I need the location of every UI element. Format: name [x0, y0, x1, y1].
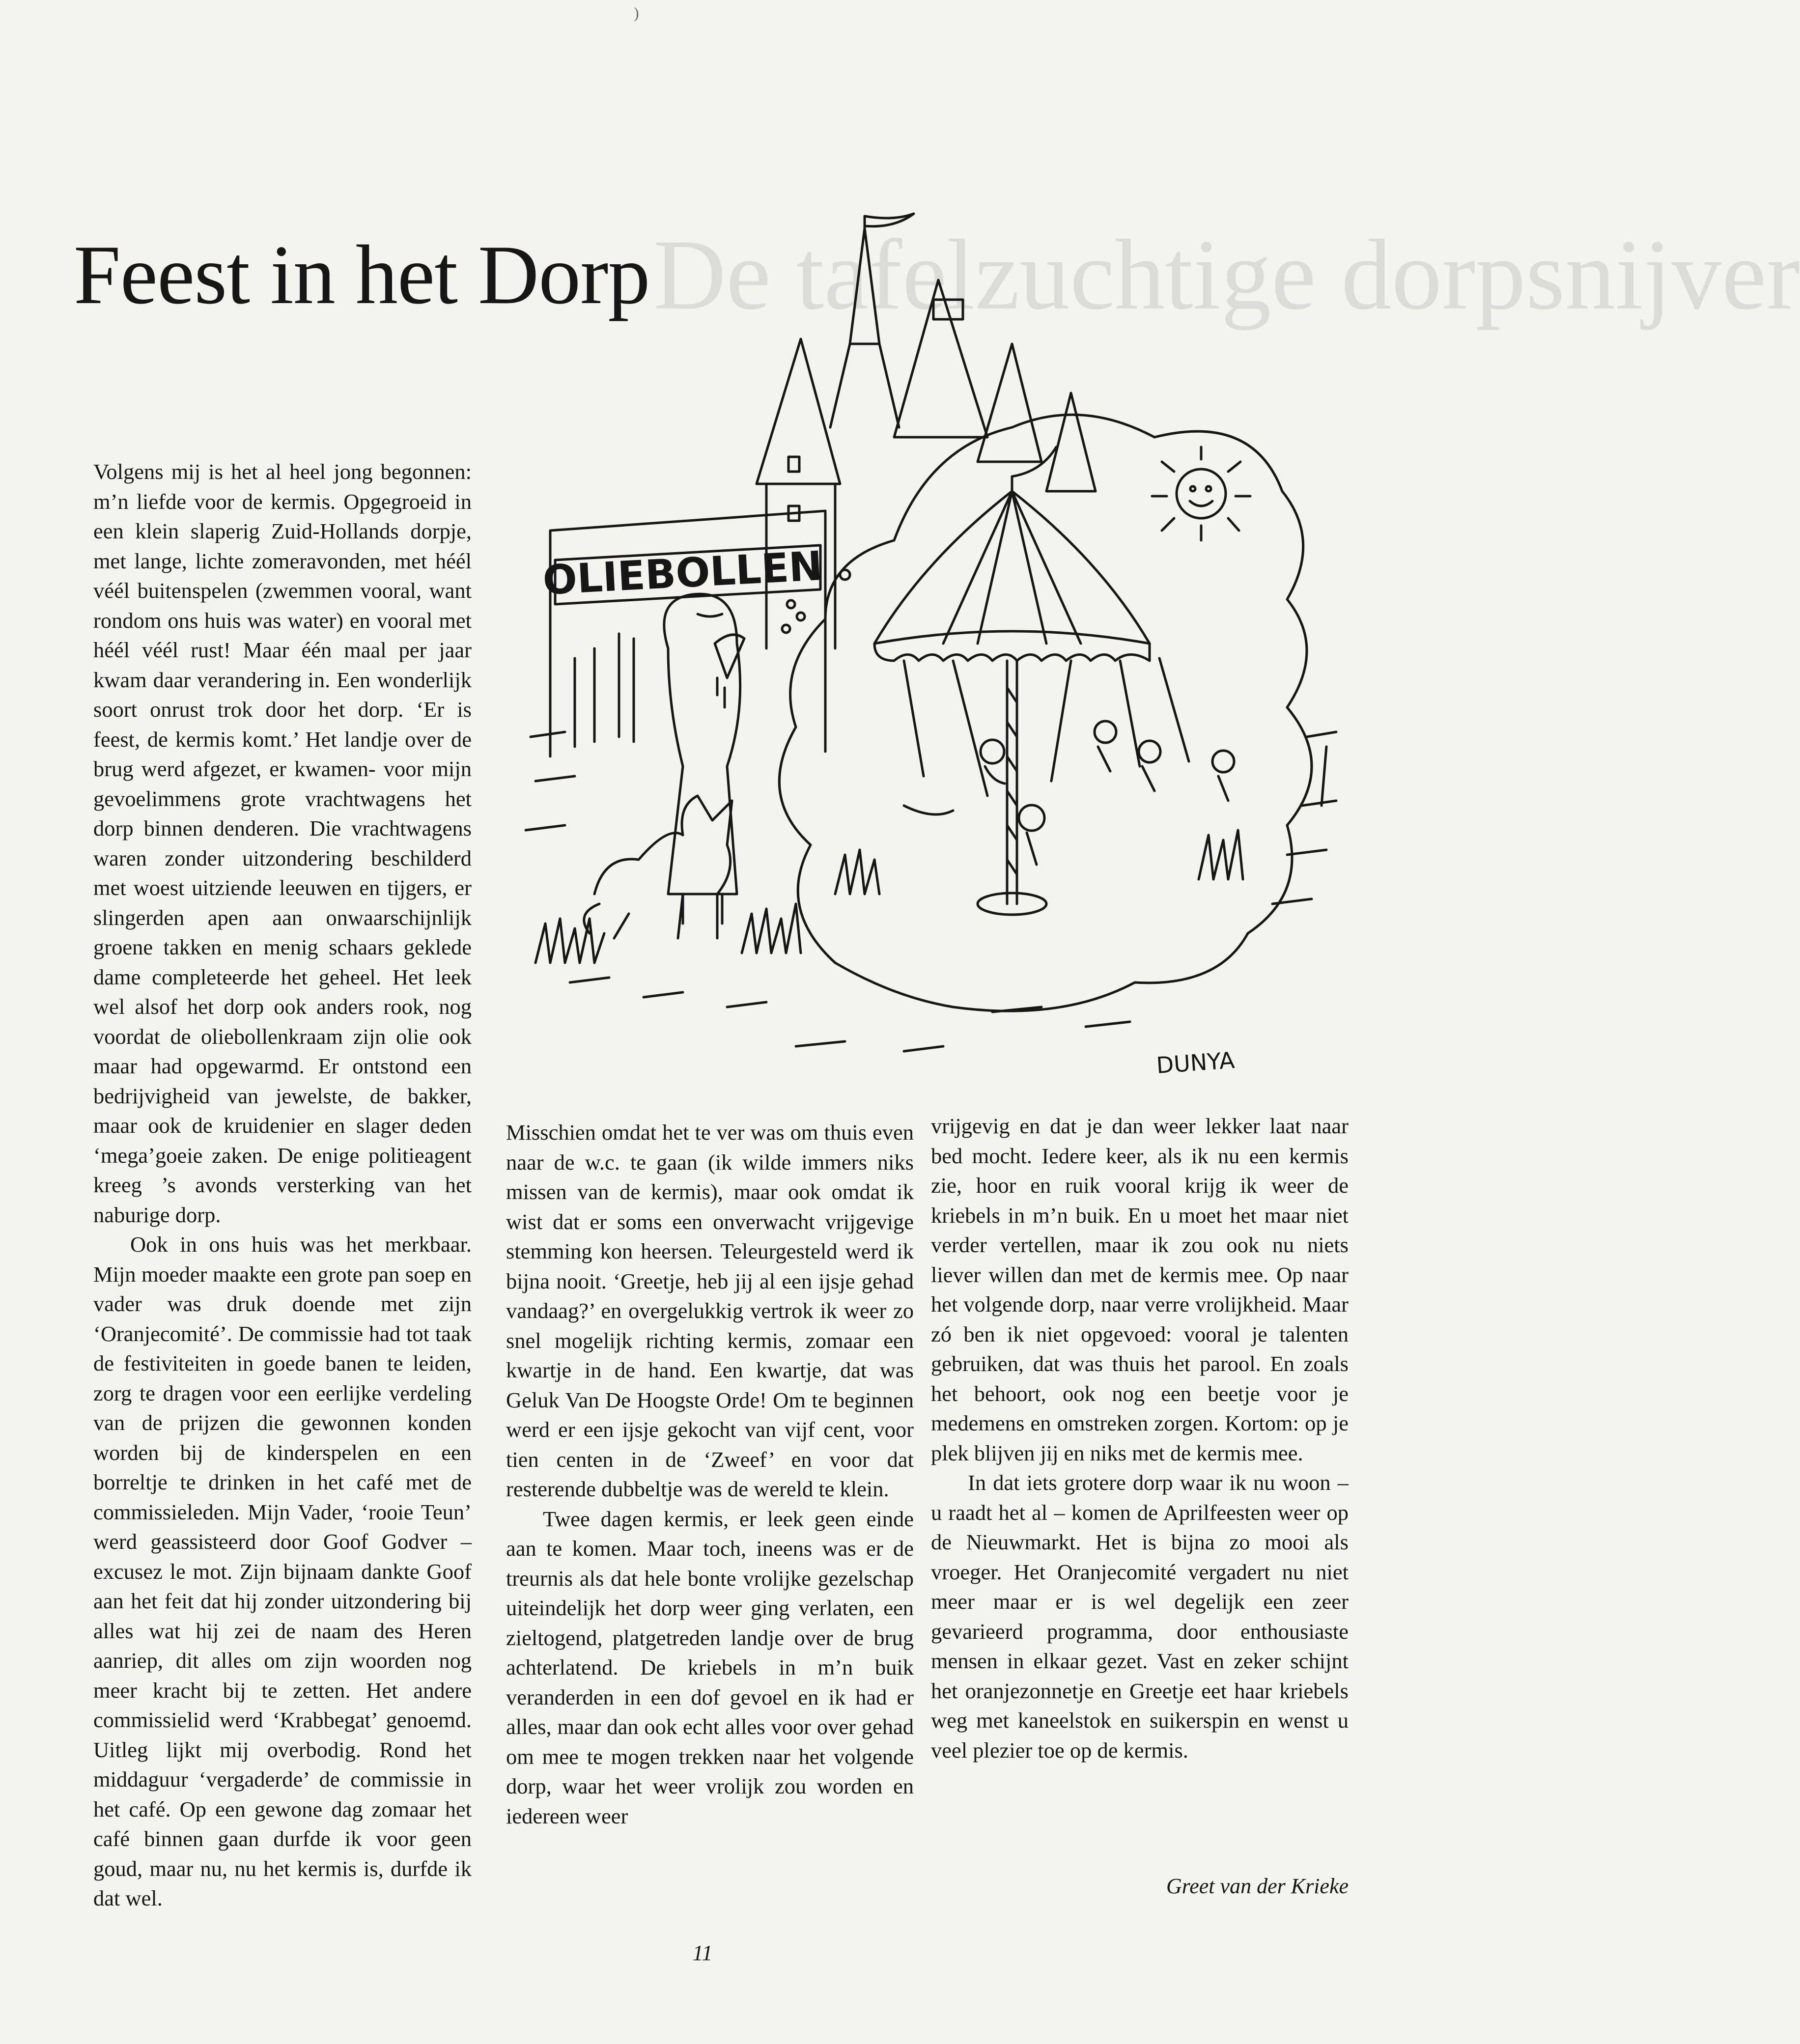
paragraph: Misschien omdat het te ver was om thuis even naar de w.c. te gaan (ik wilde immers niks missen van de kermis), maar ook omdat ik wist dat er soms een onverwacht vrijgevige stemming kon heersen. Teleurgesteld werd ik bijna nooit. ‘Greetje, heb jij al een ijsje gehad vandaag?’ en overgelukkig vertrok ik weer zo snel mogelijk richting kermis, zomaar een kwartje in de hand. Een kwartje, dat was Geluk Van De Hoogste Orde! Om te beginnen werd er een ijsje gekocht van vijf cent, voor tien centen in de ‘Zweef’ en voor dat resterende dubbeltje was de wereld te klein.	[506, 1120, 914, 1501]
paragraph: Volgens mij is het al heel jong begonnen: m’n liefde voor de kermis. Opgegroeid in een klein slaperig Zuid-Hollands dorpje, met lange, lichte zomeravonden, met héél véél buitenspelen (zwemmen vooral, want rondom ons huis was water) en vooral met héél véél rust! Maar één maal per jaar kwam daar verandering in. Een wonderlijk soort onrust trok door het dorp. ‘Er is feest, de kermis komt.’ Het landje over de brug werd afgezet, er kwamen- voor mijn gevoelimmens grote vrachtwagens het dorp binnen denderen. Die vrachtwagens waren zonder uitzondering beschilderd met woest uitziende leeuwen en tijgers, er slingerden apen aan onwaarschijnlijk groene takken en menig schaars geklede dame completeerde het geheel. Het leek wel alsof het dorp ook anders rook, nog voordat de oliebollenkraam zijn olie ook maar had opgewarmd. Er ontstond een bedrijvigheid van jewelste, de bakker, maar ook de kruidenier en slager deden ‘mega’goeie zaken. De enige politieagent kreeg ’s avonds versterking van het naburige dorp.	[93, 459, 472, 1227]
carousel-drawing	[874, 447, 1234, 915]
paragraph: Twee dagen kermis, er leek geen einde aan te komen. Maar toch, ineens was er de treurnis als dat hele bonte vrolijke gezelschap uiteindelijk het dorp weer ging verlaten, een zieltogend, platgetreden landje over de brug achterlatend. De kriebels in m’n buik veranderden in een dof gevoel en ik had er alles, maar dan ook echt alles voor over gehad om mee te mogen trekken naar het volgende dorp, waar het weer vrolijk zou worden en iedereen weer	[506, 1506, 914, 1828]
article-title: Feest in het Dorp	[74, 228, 650, 322]
cloud-bubble-drawing	[779, 415, 1312, 1011]
oliebollen-stall-drawing	[542, 511, 850, 756]
paragraph: vrijgevig en dat je dan weer lekker laat naar bed mocht. Iedere keer, als ik nu een kermis zie, hoor en ruik vooral krijg ik weer de kriebels in m’n buik. En u moet het maar niet verder vertellen, maar ik zou ook nu niets liever willen dan met de kermis mee. Op naar het volgende dorp, naar verre vrolijkheid. Maar zó ben ik niet opgevoed: vooral je talenten gebruiken, dat was thuis het parool. En zoals het behoort, ook nog een beetje voor je medemens en omstreken zorgen. Kortom: op je plek blijven jij en niks met de kermis mee.	[931, 1114, 1349, 1465]
page-number: 11	[692, 1941, 713, 1965]
author-byline: Greet van der Krieke	[1166, 1874, 1349, 1898]
sun-drawing	[1152, 447, 1250, 540]
artist-signature: DUNYA	[1155, 1046, 1236, 1079]
stray-mark: )	[634, 4, 639, 22]
text-column-2	[506, 1118, 914, 1831]
bleed-through-title: De tafelzuchtige dorpsnijver	[653, 219, 1800, 331]
text-column-3	[931, 1111, 1349, 1765]
kermis-illustration	[521, 216, 1356, 1110]
girl-drawing	[664, 594, 744, 924]
paragraph: In dat iets grotere dorp waar ik nu woon – u raadt het al – komen de Aprilfeesten weer op de Nieuwmarkt. Het is bijna zo mooi als vroeger. Het Oranjecomité vergadert nu niet meer maar er is wel degelijk een zeer gevarieerd programma, door enthousiaste mensen in elkaar gezet. Vast en zeker schijnt het oranjezonnetje en Greetje eet haar kriebels weg met kaneelstok en suikerspin en wenst u veel plezier toe op de kermis.	[931, 1470, 1349, 1763]
paragraph: Ook in ons huis was het merkbaar. Mijn moeder maakte een grote pan soep en vader was druk doende met zijn ‘Oranjecomité’. De commissie had tot taak de festiviteiten in goede banen te leiden, zorg te dragen voor een eerlijke verdeling van de prijzen die gewonnen konden worden bij de kinderspelen en een borreltje te drinken in het café met de commissieleden. Mijn Vader, ‘rooie Teun’ werd geassisteerd door Goof Godver – excusez le mot. Zijn bijnaam dankte Goof aan het feit dat hij zonder uitzondering bij alles wat hij zei de naam des Heren aanriep, dit alles om zijn woorden nog meer kracht bij te zetten. Het andere commissielid werd ‘Krabbegat’ genoemd. Uitleg lijkt mij overbodig. Rond het middaguur ‘vergaderde’ de commissie in het café. Op een gewone dag zomaar het café binnen gaan durfde ik voor geen goud, maar nu, nu het kermis is, durfde ik dat wel.	[93, 1232, 472, 1910]
stall-sign: OLIEBOLLEN	[541, 543, 824, 604]
dog-drawing	[584, 796, 732, 938]
text-column-1	[93, 457, 472, 1913]
